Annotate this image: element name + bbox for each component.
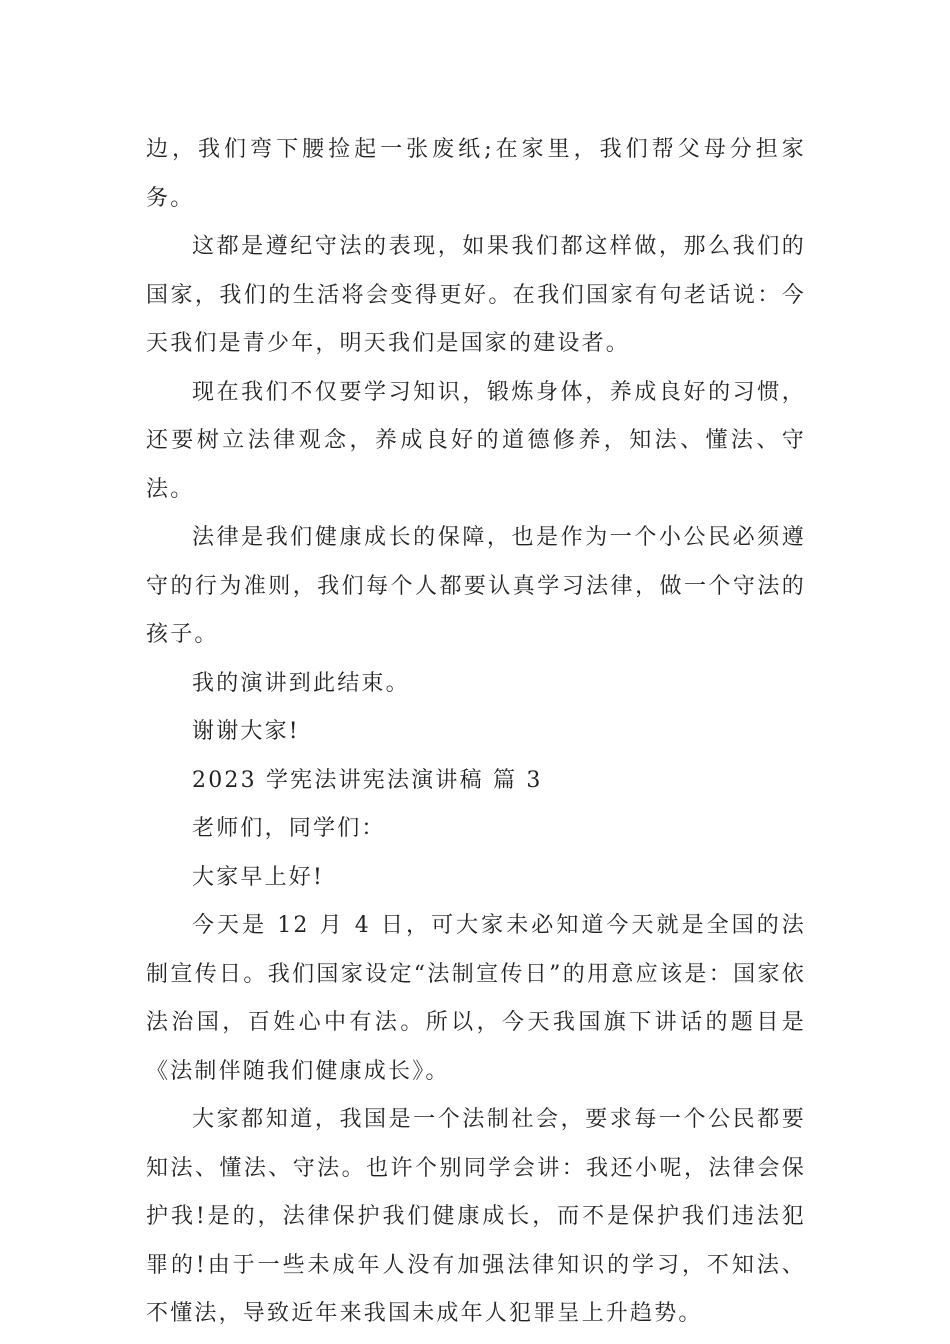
paragraph: 这都是遵纪守法的表现，如果我们都这样做，那么我们的国家，我们的生活将会变得更好。在我们国家有句老话说：今天我们是青少年，明天我们是国家的建设者。	[146, 234, 806, 356]
paragraph: 谢谢大家!	[192, 719, 300, 744]
salutation: 老师们，同学们：	[192, 816, 386, 841]
paragraph: 现在我们不仅要学习知识，锻炼身体，养成良好的习惯，还要树立法律观念，养成良好的道德修养，知法、懂法、守法。	[146, 379, 806, 502]
paragraph: 今天是 12 月 4 日，可大家未必知道今天就是全国的法制宣传日。我们国家设定“法制宣传日”的用意应该是：国家依法治国，百姓心中有法。所以，今天我国旗下讲话的题目是《法制伴随我们健康成长》。	[146, 913, 806, 1084]
paragraph: 边，我们弯下腰捡起一张废纸;在家里，我们帮父母分担家务。	[146, 137, 806, 211]
paragraph: 法律是我们健康成长的保障，也是作为一个小公民必须遵守的行为准则，我们每个人都要认真学习法律，做一个守法的孩子。	[146, 525, 806, 647]
paragraph: 我的演讲到此结束。	[192, 670, 410, 696]
paragraph: 大家都知道，我国是一个法制社会，要求每一个公民都要知法、懂法、守法。也许个别同学会讲：我还小呢，法律会保护我!是的，法律保护我们健康成长，而不是保护我们违法犯罪的!由于一些未成年人没有加强法律知识的学习，不知法、不懂法，导致近年来我国未成年人犯罪呈上升趋势。	[146, 1107, 806, 1326]
document-body	[146, 126, 806, 1339]
section-heading: 2023 学宪法讲宪法演讲稿 篇 3	[192, 767, 543, 793]
greeting: 大家早上好!	[192, 864, 325, 890]
